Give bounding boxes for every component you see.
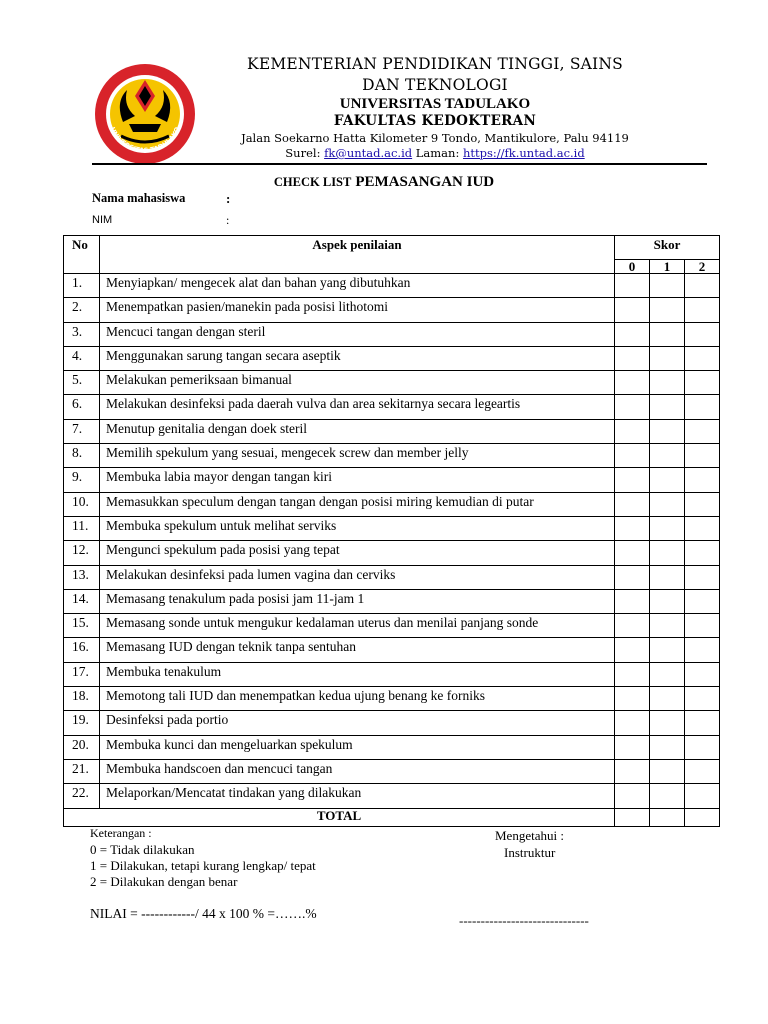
score-cell-0[interactable] [615,735,650,759]
score-cell-2[interactable] [685,662,720,686]
checklist-row [64,759,720,783]
score-cell-0[interactable] [615,322,650,346]
score-cell-2[interactable] [685,371,720,395]
score-cell-1[interactable] [650,759,685,783]
checklist-row [64,662,720,686]
ministry-name-line1: KEMENTERIAN PENDIDIKAN TINGGI, SAINS [247,55,623,73]
checklist-row [64,371,720,395]
score-col-1: 1 [650,260,685,274]
score-cell-1[interactable] [650,638,685,662]
score-cell-0[interactable] [615,444,650,468]
checklist-row [64,784,720,808]
row-number: 21. [64,759,100,783]
score-col-2: 2 [685,260,720,274]
score-cell-2[interactable] [685,274,720,298]
score-cell-2[interactable] [685,468,720,492]
row-number: 4. [64,346,100,370]
row-number: 22. [64,784,100,808]
score-cell-2[interactable] [685,346,720,370]
score-cell-0[interactable] [615,614,650,638]
row-aspect: Membuka handscoen dan mencuci tangan [100,759,615,783]
score-cell-0[interactable] [615,419,650,443]
legend-item: 0 = Tidak dilakukan [90,842,195,857]
document-title [0,173,768,191]
score-cell-0[interactable] [615,638,650,662]
student-name-label: Nama mahasiswa [92,191,186,205]
title-prefix: CHECK LIST [273,175,352,189]
score-cell-0[interactable] [615,516,650,540]
score-cell-1[interactable] [650,419,685,443]
row-number: 1. [64,274,100,298]
ministry-name-line2: DAN TEKNOLOGI [362,76,508,94]
address: Jalan Soekarno Hatta Kilometer 9 Tondo, Mantikulore, Palu 94119 [241,131,629,145]
score-cell-0[interactable] [615,565,650,589]
header-score: Skor [615,236,720,260]
row-aspect: Melakukan desinfeksi pada lumen vagina dan cerviks [100,565,615,589]
row-number: 8. [64,444,100,468]
score-cell-2[interactable] [685,565,720,589]
total-score-0[interactable] [615,808,650,826]
web-label: Laman: [415,146,460,160]
checklist-row [64,541,720,565]
score-cell-0[interactable] [615,346,650,370]
contact-line [220,146,650,160]
score-cell-2[interactable] [685,298,720,322]
header-divider [92,163,707,165]
header-aspect: Aspek penilaian [100,236,615,274]
score-cell-2[interactable] [685,492,720,516]
checklist-row [64,492,720,516]
checklist-row [64,565,720,589]
web-link[interactable]: https://fk.untad.ac.id [462,146,585,160]
faculty-name: FAKULTAS KEDOKTERAN [333,113,537,129]
checklist-row [64,298,720,322]
row-aspect: Menutup genitalia dengan doek steril [100,419,615,443]
score-cell-0[interactable] [615,662,650,686]
score-cell-0[interactable] [615,371,650,395]
score-cell-2[interactable] [685,687,720,711]
row-number: 19. [64,711,100,735]
legend-item: 1 = Dilakukan, tetapi kurang lengkap/ tepat [90,858,316,873]
score-cell-0[interactable] [615,589,650,613]
score-cell-2[interactable] [685,516,720,540]
row-number: 14. [64,589,100,613]
university-logo [93,62,197,166]
checklist-row [64,687,720,711]
score-cell-1[interactable] [650,346,685,370]
score-cell-0[interactable] [615,298,650,322]
score-cell-1[interactable] [650,589,685,613]
row-number: 15. [64,614,100,638]
checklist-row [64,589,720,613]
checklist-row [64,468,720,492]
row-number: 12. [64,541,100,565]
row-number: 20. [64,735,100,759]
score-cell-2[interactable] [685,444,720,468]
score-cell-2[interactable] [685,322,720,346]
row-number: 6. [64,395,100,419]
score-formula: NILAI = ------------/ 44 x 100 % =…….% [90,906,317,921]
score-cell-1[interactable] [650,395,685,419]
score-cell-2[interactable] [685,759,720,783]
score-cell-1[interactable] [650,516,685,540]
student-id-label: NIM [92,214,113,226]
score-cell-1[interactable] [650,711,685,735]
row-number: 11. [64,516,100,540]
score-cell-1[interactable] [650,468,685,492]
score-cell-1[interactable] [650,565,685,589]
row-number: 16. [64,638,100,662]
score-cell-0[interactable] [615,274,650,298]
row-aspect: Memotong tali IUD dan menempatkan kedua ujung benang ke forniks [100,687,615,711]
row-aspect: Melaporkan/Mencatat tindakan yang dilakukan [100,784,615,808]
score-cell-1[interactable] [650,298,685,322]
checklist-row [64,444,720,468]
score-cell-2[interactable] [685,735,720,759]
title-main: PEMASANGAN IUD [355,174,495,190]
row-aspect: Memilih spekulum yang sesuai, mengecek screw dan member jelly [100,444,615,468]
score-cell-0[interactable] [615,468,650,492]
score-cell-0[interactable] [615,759,650,783]
score-cell-2[interactable] [685,589,720,613]
row-aspect: Menempatkan pasien/manekin pada posisi lithotomi [100,298,615,322]
score-cell-2[interactable] [685,711,720,735]
checklist-row [64,614,720,638]
university-name: UNIVERSITAS TADULAKO [339,96,531,112]
row-aspect: Membuka tenakulum [100,662,615,686]
header-no: No [64,236,100,274]
row-aspect: Memasukkan speculum dengan tangan dengan posisi miring kemudian di putar [100,492,615,516]
score-cell-1[interactable] [650,444,685,468]
row-aspect: Membuka labia mayor dengan tangan kiri [100,468,615,492]
score-col-0: 0 [615,260,650,274]
checklist-row [64,638,720,662]
score-cell-0[interactable] [615,784,650,808]
score-cell-2[interactable] [685,395,720,419]
row-aspect: Membuka spekulum untuk melihat serviks [100,516,615,540]
score-cell-2[interactable] [685,614,720,638]
row-number: 18. [64,687,100,711]
row-aspect: Mengunci spekulum pada posisi yang tepat [100,541,615,565]
checklist-row [64,419,720,443]
row-aspect: Mencuci tangan dengan steril [100,322,615,346]
row-number: 9. [64,468,100,492]
score-cell-1[interactable] [650,492,685,516]
checklist-row [64,274,720,298]
total-score-1[interactable] [650,808,685,826]
email-label: Surel: [285,146,321,160]
legend-title: Keterangan : [90,826,152,840]
score-cell-0[interactable] [615,541,650,565]
total-score-2[interactable] [685,808,720,826]
score-cell-1[interactable] [650,541,685,565]
row-number: 17. [64,662,100,686]
row-number: 7. [64,419,100,443]
row-aspect: Memasang sonde untuk mengukur kedalaman uterus dan menilai panjang sonde [100,614,615,638]
score-cell-0[interactable] [615,711,650,735]
score-cell-0[interactable] [615,687,650,711]
score-cell-1[interactable] [650,614,685,638]
score-cell-0[interactable] [615,492,650,516]
instructor-label: Instruktur [504,845,556,860]
score-cell-1[interactable] [650,322,685,346]
legend-item: 2 = Dilakukan dengan benar [90,874,238,889]
row-number: 13. [64,565,100,589]
row-aspect: Memasang tenakulum pada posisi jam 11-jam 1 [100,589,615,613]
signature-line: ------------------------------ [459,913,589,928]
row-number: 10. [64,492,100,516]
acknowledge-label: Mengetahui : [495,828,564,843]
row-aspect: Membuka kunci dan mengeluarkan spekulum [100,735,615,759]
checklist-table [63,235,720,827]
score-cell-2[interactable] [685,541,720,565]
checklist-row [64,346,720,370]
row-aspect: Desinfeksi pada portio [100,711,615,735]
email-link[interactable]: fk@untad.ac.id [324,146,413,160]
row-number: 2. [64,298,100,322]
student-id-colon: : [226,213,230,227]
row-aspect: Melakukan desinfeksi pada daerah vulva dan area sekitarnya secara legeartis [100,395,615,419]
score-cell-1[interactable] [650,274,685,298]
checklist-row [64,322,720,346]
checklist-row [64,735,720,759]
score-cell-2[interactable] [685,784,720,808]
score-cell-1[interactable] [650,735,685,759]
score-cell-2[interactable] [685,638,720,662]
row-aspect: Melakukan pemeriksaan bimanual [100,371,615,395]
checklist-row [64,516,720,540]
checklist-row [64,711,720,735]
row-number: 3. [64,322,100,346]
total-label: TOTAL [64,808,615,826]
score-cell-1[interactable] [650,662,685,686]
row-aspect: Menyiapkan/ mengecek alat dan bahan yang dibutuhkan [100,274,615,298]
score-cell-0[interactable] [615,395,650,419]
score-cell-1[interactable] [650,784,685,808]
checklist-row [64,395,720,419]
score-cell-1[interactable] [650,371,685,395]
row-aspect: Memasang IUD dengan teknik tanpa sentuhan [100,638,615,662]
score-cell-1[interactable] [650,687,685,711]
svg-text:UNIVERSITAS TADULAKO: UNIVERSITAS TADULAKO [108,125,182,155]
score-cell-2[interactable] [685,419,720,443]
row-aspect: Menggunakan sarung tangan secara aseptik [100,346,615,370]
student-name-colon: : [226,191,231,206]
row-number: 5. [64,371,100,395]
